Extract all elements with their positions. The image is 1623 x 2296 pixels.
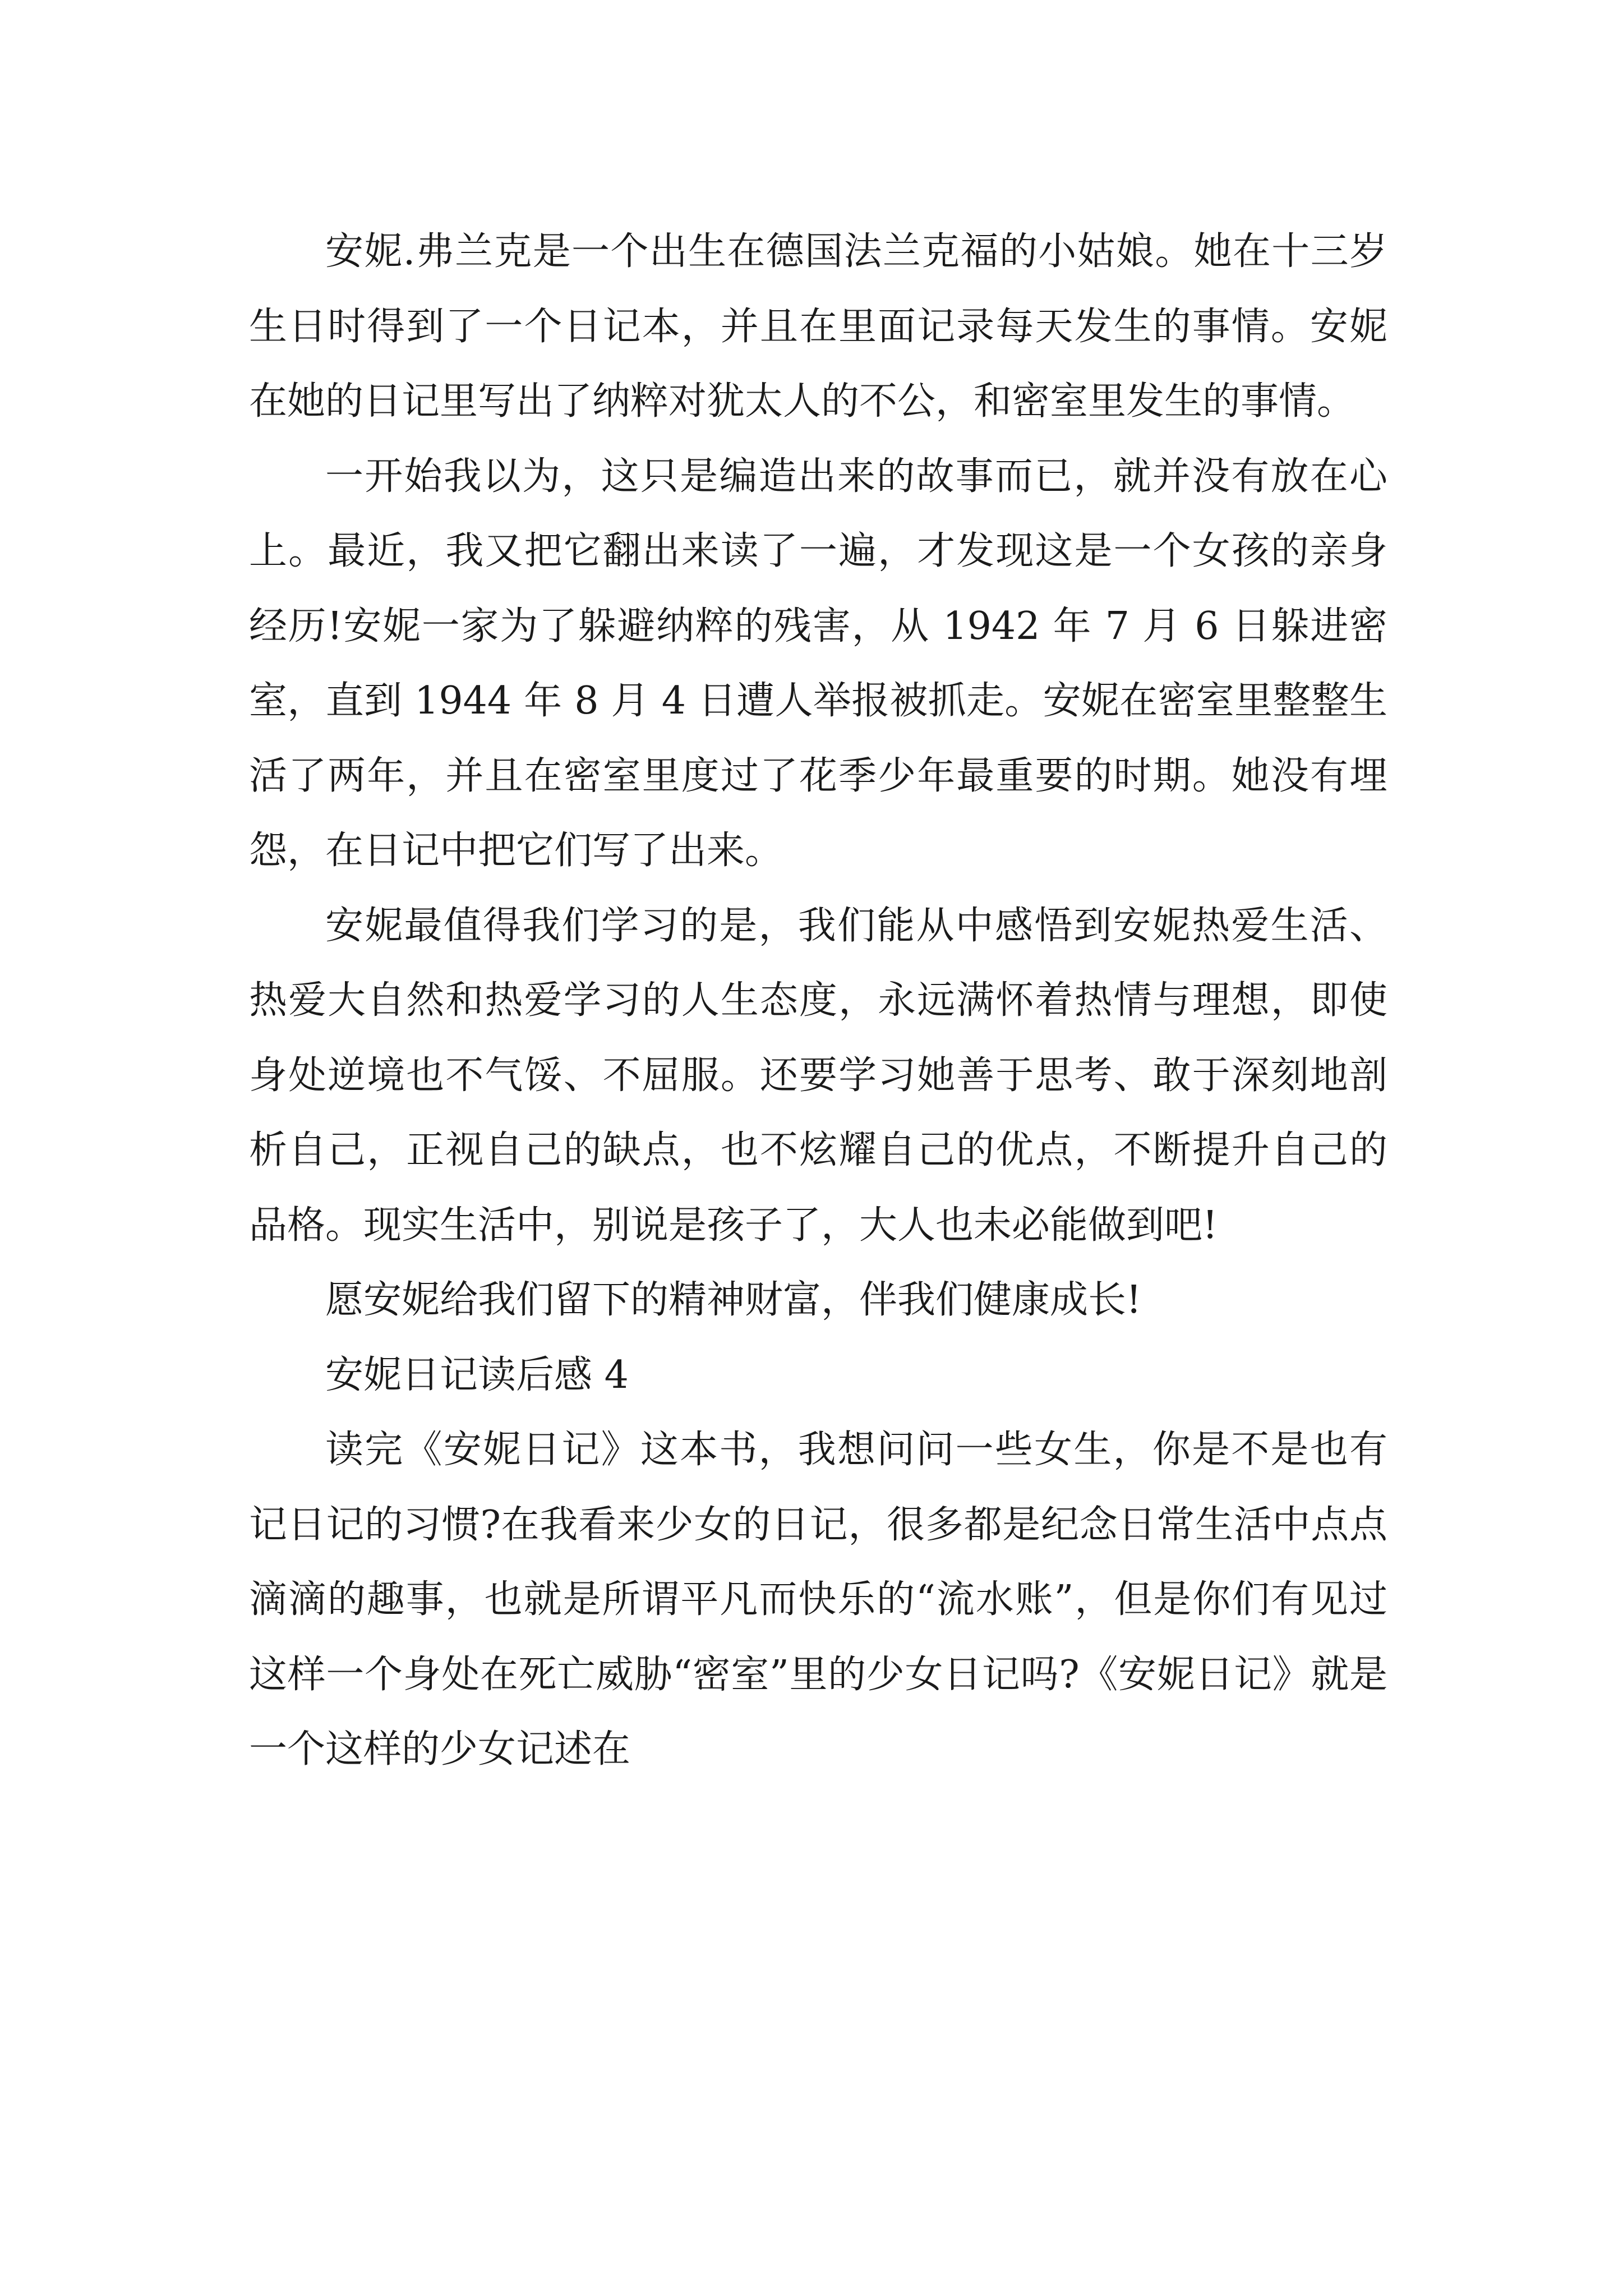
paragraph-first-impression: 一开始我以为，这只是编造出来的故事而已，就并没有放在心上。最近，我又把它翻出来读了一遍，才发现这是一个女孩的亲身经历!安妮一家为了躲避纳粹的残害，从 1942 年 7 月 6 日躲进密室，直到 1944 年 8 月 4 日遭人举报被抓走。安妮在密室里整整生活了两年，并且在密室里度过了花季少年最重要的时期。她没有埋怨，在日记中把它们写了出来。 (249, 454, 1387, 873)
paragraph-lessons: 安妮最值得我们学习的是，我们能从中感悟到安妮热爱生活、热爱大自然和热爱学习的人生态度，永远满怀着热情与理想，即使身处逆境也不气馁、不屈服。还要学习她善于思考、敢于深刻地剖析自己，正视自己的缺点，也不炫耀自己的优点，不断提升自己的品格。现实生活中，别说是孩子了，大人也未必能做到吧! (249, 903, 1387, 1248)
document-body (249, 214, 1387, 1787)
paragraph-reflection-4: 读完《安妮日记》这本书，我想问问一些女生，你是不是也有记日记的习惯?在我看来少女的日记，很多都是纪念日常生活中点点滴滴的趣事，也就是所谓平凡而快乐的“流水账”，但是你们有见过这样一个身处在死亡威胁“密室”里的少女日记吗?《安妮日记》就是一个这样的少女记述在 (249, 1428, 1387, 1772)
paragraph-anne-intro: 安妮.弗兰克是一个出生在德国法兰克福的小姑娘。她在十三岁生日时得到了一个日记本，并且在里面记录每天发生的事情。安妮在她的日记里写出了纳粹对犹太人的不公，和密室里发生的事情。 (249, 229, 1387, 424)
paragraph-wish: 愿安妮给我们留下的精神财富，伴我们健康成长! (325, 1278, 1142, 1322)
section-heading: 安妮日记读后感 4 (325, 1352, 629, 1397)
